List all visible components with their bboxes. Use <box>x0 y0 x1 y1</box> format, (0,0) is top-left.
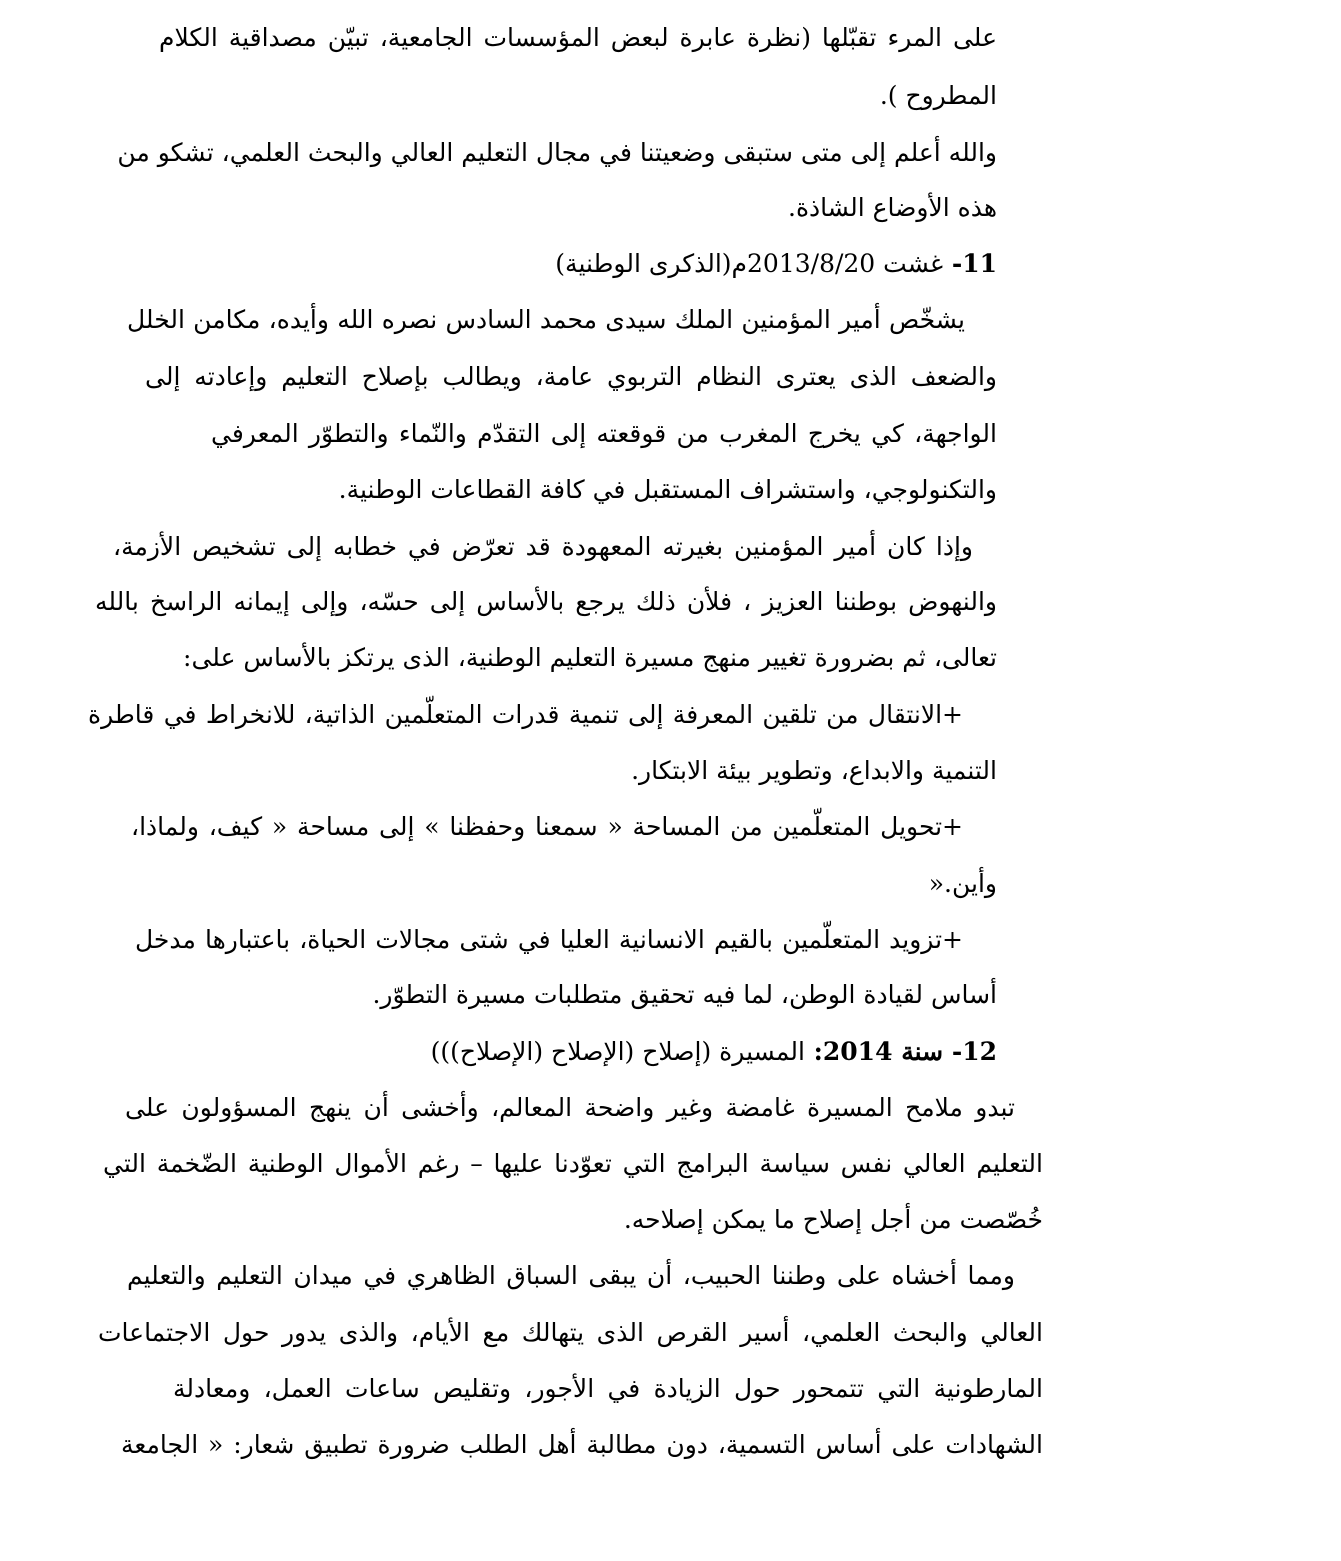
text-line: وأين.« <box>928 869 997 898</box>
text-line: العالي والبحث العلمي، أسير القرص الذى يتهالك مع الأيام، والذى يدور حول الاجتماعات <box>98 1318 1043 1347</box>
text-line: يشخّص أمير المؤمنين الملك سيدى محمد السادس نصره الله وأيده، مكامن الخلل <box>127 305 965 334</box>
text-line: أساس لقيادة الوطن، لما فيه تحقيق متطلبات مسيرة التطوّر. <box>372 980 997 1009</box>
text-line: والضعف الذى يعترى النظام التربوي عامة، ويطالب بإصلاح التعليم وإعادته إلى <box>145 362 997 391</box>
text-line: ومما أخشاه على وطننا الحبيب، أن يبقى السباق الظاهري في ميدان التعليم والتعليم <box>127 1261 1015 1290</box>
heading-label: سنة 2014: <box>813 1037 944 1066</box>
text-line: خُصّصت من أجل إصلاح ما يمكن إصلاحه. <box>623 1205 1043 1234</box>
text-line: هذه الأوضاع الشاذة. <box>788 193 997 222</box>
heading-text: غشت 2013/8/20م(الذكرى الوطنية) <box>555 249 944 278</box>
text-line: المطروح ). <box>879 81 997 110</box>
text-line: والنهوض بوطننا العزيز ، فلأن ذلك يرجع بالأساس إلى حسّه، وإلى إيمانه الراسخ بالله <box>95 587 997 616</box>
list-item: +الانتقال من تلقين المعرفة إلى تنمية قدرات المتعلّمين الذاتية، للانخراط في قاطرة <box>88 700 963 729</box>
text-line: التنمية والابداع، وتطوير بيئة الابتكار. <box>631 756 997 785</box>
text-line: التعليم العالي نفس سياسة البرامج التي تعوّدنا عليها – رغم الأموال الوطنية الضّخمة التي <box>103 1149 1043 1178</box>
text-line: تبدو ملامح المسيرة غامضة وغير واضحة المعالم، وأخشى أن ينهج المسؤولون على <box>125 1093 1015 1122</box>
text-line: والتكنولوجي، واستشراف المستقبل في كافة القطاعات الوطنية. <box>338 475 997 504</box>
text-line: وإذا كان أمير المؤمنين بغيرته المعهودة قد تعرّض في خطابه إلى تشخيص الأزمة، <box>113 532 973 561</box>
text-line: تعالى، ثم بضرورة تغيير منهج مسيرة التعليم الوطنية، الذى يرتكز بالأساس على: <box>183 643 997 672</box>
text-line: الواجهة، كي يخرج المغرب من قوقعته إلى التقدّم والنّماء والتطوّر المعرفي <box>211 419 997 448</box>
text-line: المارطونية التي تتمحور حول الزيادة في الأجور، وتقليص ساعات العمل، ومعادلة <box>173 1374 1043 1403</box>
list-item: +تحويل المتعلّمين من المساحة « سمعنا وحفظنا » إلى مساحة « كيف، ولماذا، <box>131 812 963 841</box>
section-heading-11 <box>197 244 997 284</box>
text-line: والله أعلم إلى متى ستبقى وضعيتنا في مجال التعليم العالي والبحث العلمي، تشكو من <box>117 138 997 167</box>
heading-text: المسيرة (إصلاح (الإصلاح (الإصلاح))) <box>430 1037 805 1066</box>
section-heading-12 <box>197 1032 997 1072</box>
list-item: +تزويد المتعلّمين بالقيم الانسانية العليا في شتى مجالات الحياة، باعتبارها مدخل <box>135 925 963 954</box>
heading-number: 11- <box>951 249 997 278</box>
text-line: على المرء تقبّلها (نظرة عابرة لبعض المؤسسات الجامعية، تبيّن مصداقية الكلام <box>159 23 997 52</box>
text-line: الشهادات على أساس التسمية، دون مطالبة أهل الطلب ضرورة تطبيق شعار: « الجامعة <box>121 1430 1043 1459</box>
heading-number: 12- <box>951 1037 997 1066</box>
